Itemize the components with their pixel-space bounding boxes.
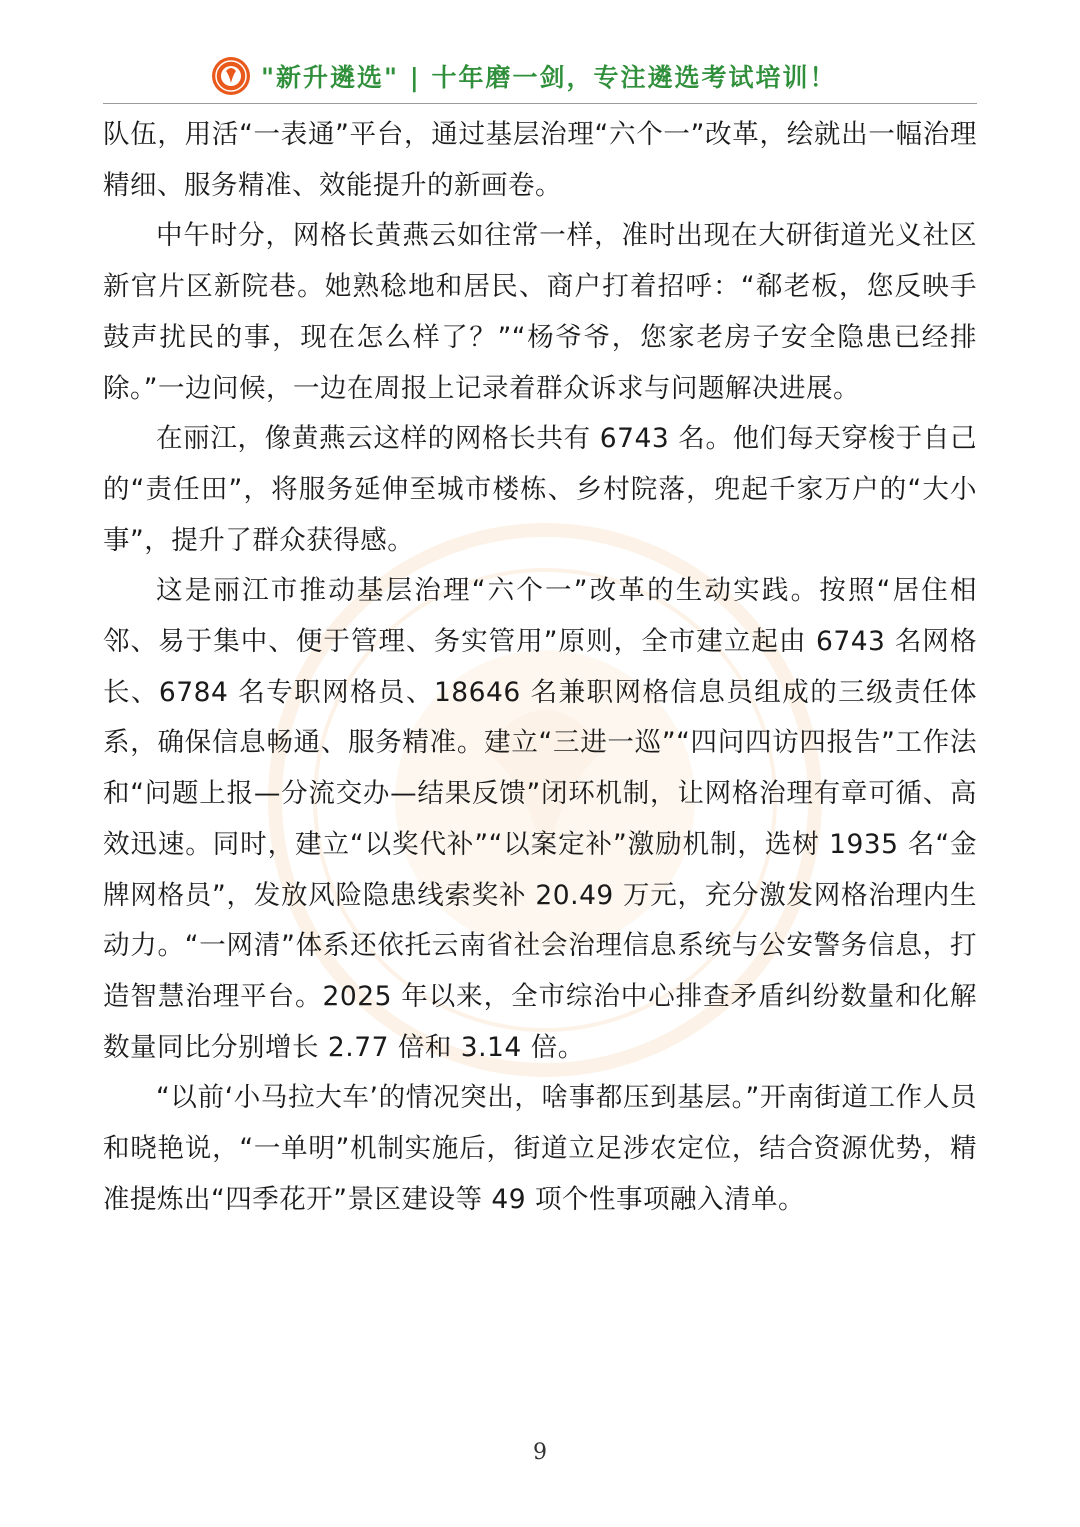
paragraph: 队伍，用活“一表通”平台，通过基层治理“六个一”改革，绘就出一幅治理精细、服务精准、效能提升的新画卷。	[103, 119, 977, 201]
paragraph: 在丽江，像黄燕云这样的网格长共有 6743 名。他们每天穿梭于自己的“责任田”，将服务延伸至城市楼栋、乡村院落，兜起千家万户的“大小事”，提升了群众获得感。	[103, 423, 977, 556]
header-slogan: "新升遴选" | 十年磨一剑，专注遴选考试培训！	[261, 63, 837, 92]
paragraph: 这是丽江市推动基层治理“六个一”改革的生动实践。按照“居住相邻、易于集中、便于管理、务实管用”原则，全市建立起由 6743 名网格长、6784 名专职网格员、18646 名兼职网格信息员组成的三级责任体系，确保信息畅通、服务精准。建立“三进一巡”“四问四访四报告”工作法和“问题上报—分流交办—结果反馈”闭环机制，让网格治理有章可循、高效迅速。同时，建立“以奖代补”“以案定补”激励机制，选树 1935 名“金牌网格员”，发放风险隐患线索奖补 20.49 万元，充分激发网格治理内生动力。“一网清”体系还依托云南省社会治理信息系统与公安警务信息，打造智慧治理平台。2025 年以来，全市综治中心排查矛盾纠纷数量和化解数量同比分别增长 2.77 倍和 3.14 倍。	[103, 575, 977, 1063]
brand-logo-icon	[211, 56, 251, 96]
paragraph: 中午时分，网格长黄燕云如往常一样，准时出现在大研街道光义社区新官片区新院巷。她熟稔地和居民、商户打着招呼：“郗老板，您反映手鼓声扰民的事，现在怎么样了？”“杨爷爷，您家老房子安全隐患已经排除。”一边问候，一边在周报上记录着群众诉求与问题解决进展。	[103, 220, 977, 404]
page-number: 9	[533, 1440, 547, 1465]
page-header	[103, 52, 977, 104]
article-body	[103, 110, 977, 1225]
paragraph: “以前‘小马拉大车’的情况突出，啥事都压到基层。”开南街道工作人员和晓艳说，“一单明”机制实施后，街道立足涉农定位，结合资源优势，精准提炼出“四季花开”景区建设等 49 项个性事项融入清单。	[103, 1082, 977, 1215]
